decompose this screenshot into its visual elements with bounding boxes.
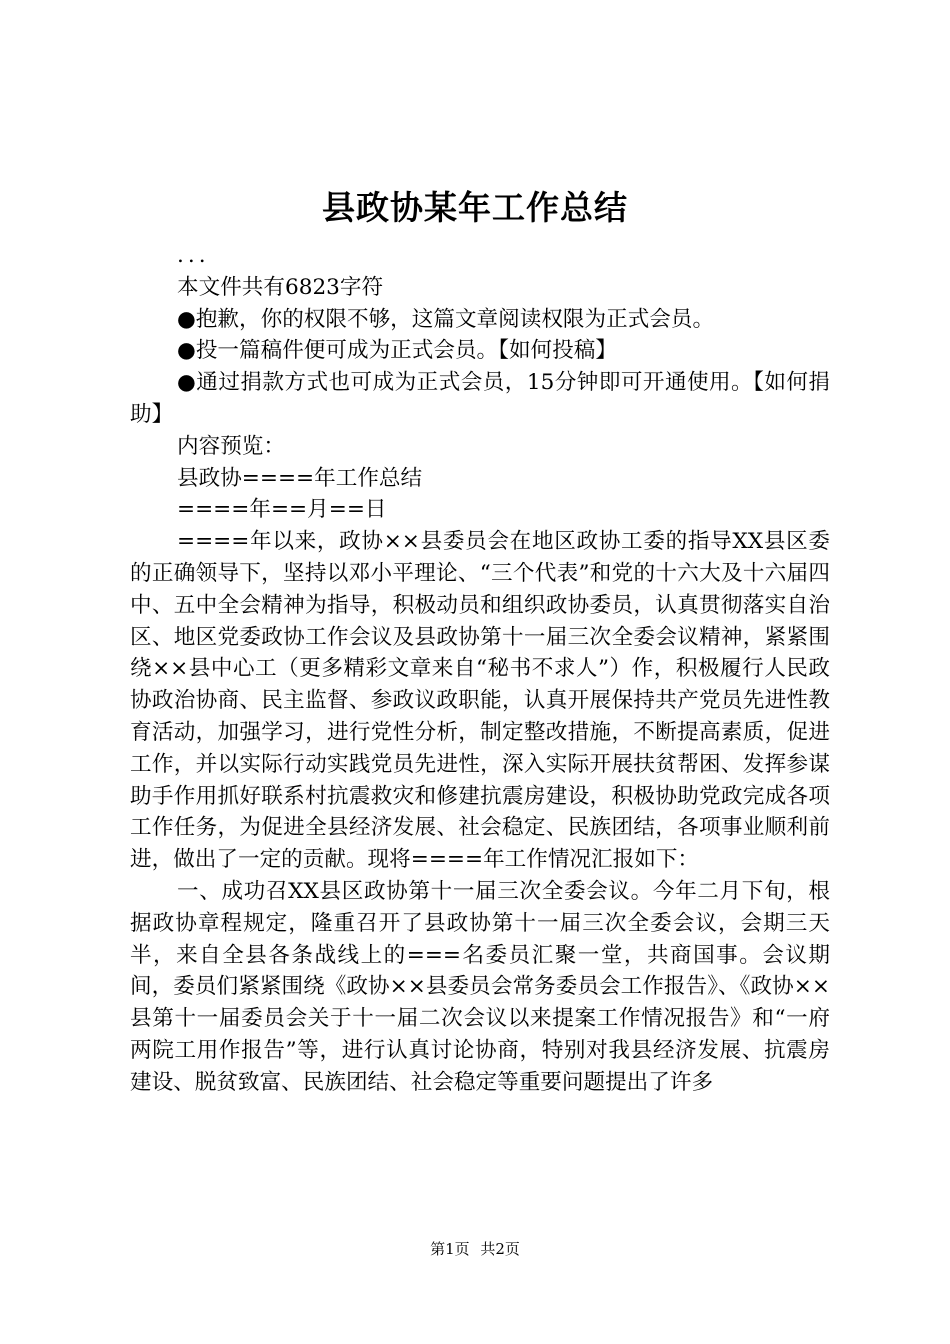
page-number: 第1页 <box>430 1240 470 1258</box>
doc-heading: 县政协====年工作总结 <box>177 465 423 491</box>
ellipsis-line: ... <box>177 243 210 268</box>
permission-notice: ●抱歉，你的权限不够，这篇文章阅读权限为正式会员。 <box>177 306 715 332</box>
submit-notice: ●投一篇稿件便可成为正式会员。【如何投稿】 <box>177 338 617 364</box>
page-footer <box>0 1239 950 1259</box>
paragraph-section-one: 一、成功召XX县区政协第十一届三次全委会议。今年二月下旬，根据政协章程规定，隆重召开了县政协第十一届三次全委会议，会期三天半，来自全县各条战线上的===名委员汇聚一堂，共商国事。会议期间，委员们紧紧围绕《政协××县委员会常务委员会工作报告》、《政协××县第十一届委员会关于十一届二次会议以来提案工作情况报告》和“一府两院工用作报告”等，进行认真讨论协商，特别对我县经济发展、抗震房建设、脱贫致富、民族团结、社会稳定等重要问题提出了许多 <box>130 878 830 1095</box>
document-body <box>130 240 830 1099</box>
document-title: 县政协某年工作总结 <box>322 188 628 227</box>
doc-date: ====年==月==日 <box>177 497 387 523</box>
page-total: 共2页 <box>480 1240 520 1258</box>
paragraph-intro: ====年以来，政协××县委员会在地区政协工委的指导XX县区委的正确领导下，坚持以邓小平理论、“三个代表”和党的十六大及十六届四中、五中全会精神为指导，积极动员和组织政协委员，认真贯彻落实自治区、地区党委政协工作会议及县政协第十一届三次全委会议精神，紧紧围绕××县中心工（更多精彩文章来自“秘书不求人”）作，积极履行人民政协政治协商、民主监督、参政议政职能，认真开展保持共产党员先进性教育活动，加强学习，进行党性分析，制定整改措施，不断提高素质，促进工作，并以实际行动实践党员先进性，深入实际开展扶贫帮困、发挥参谋助手作用抓好联系村抗震救灾和修建抗震房建设，积极协助党政完成各项工作任务，为促进全县经济发展、社会稳定、民族团结，各项事业顺利前进，做出了一定的贡献。现将====年工作情况汇报如下： <box>130 529 830 873</box>
preview-label: 内容预览： <box>177 433 285 459</box>
char-count-line: 本文件共有6823字符 <box>177 274 384 300</box>
donate-notice: ●通过捐款方式也可成为正式会员，15分钟即可开通使用。【如何捐助】 <box>130 370 830 427</box>
